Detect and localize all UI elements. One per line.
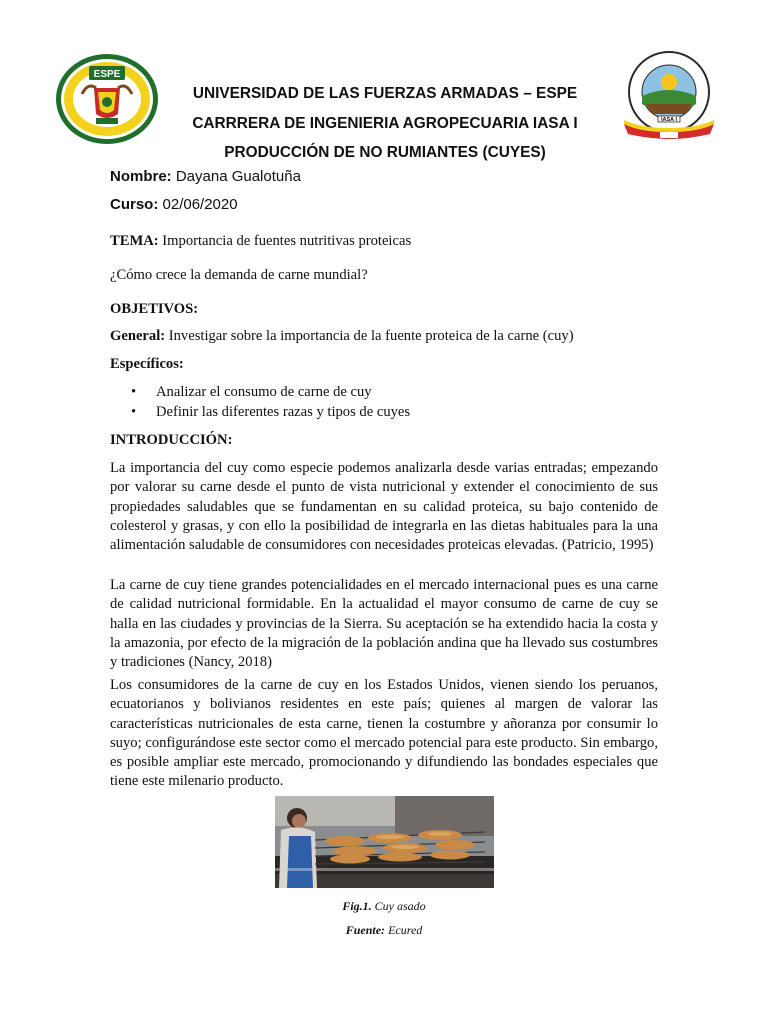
bullet-icon: • <box>131 384 137 400</box>
tema-value: Importancia de fuentes nutritivas proteicas <box>158 233 412 249</box>
objectives-heading: OBJETIVOS: <box>110 301 199 317</box>
list-item: • Definir las diferentes razas y tipos de cuyes <box>110 403 410 423</box>
document-header <box>160 82 610 171</box>
espe-logo-label: ESPE <box>93 69 121 80</box>
general-value: Investigar sobre la importancia de la fuente proteica de la carne (cuy) <box>165 328 574 344</box>
source-label: Fuente: <box>345 923 386 937</box>
roasted-cuy-photo <box>275 796 494 888</box>
intro-paragraph-2: La carne de cuy tiene grandes potencialidades en el mercado internacional pues es una carne de calidad nutricional formidable. En la actualidad el mayor consumo de carne de cuy se halla en las ciudades y provincias de la Sierra. Su aceptación se ha extendido hacia la costa y la amazonia, por efecto de la migración de la población andina que ha llevado sus costumbres y tradiciones (Nancy, 2018) <box>110 577 658 671</box>
introduction-heading: INTRODUCCIÓN: <box>110 432 233 448</box>
research-question: ¿Cómo crece la demanda de carne mundial? <box>110 267 368 283</box>
specific-objectives-list <box>110 383 410 422</box>
general-objective <box>110 327 658 346</box>
specific-objectives-heading: Específicos: <box>110 356 184 372</box>
university-title: UNIVERSIDAD DE LAS FUERZAS ARMADAS – ESPE <box>192 85 578 102</box>
course-value: 02/06/2020 <box>158 196 238 213</box>
source-value: Ecured <box>385 923 423 937</box>
iasa-logo <box>620 48 718 142</box>
espe-logo <box>54 52 160 146</box>
iasa-logo-label: IASA I <box>661 117 677 123</box>
course-subject-title: PRODUCCIÓN DE NO RUMIANTES (CUYES) <box>224 144 546 161</box>
tema-label: TEMA: <box>110 233 159 249</box>
bullet-icon: • <box>131 403 137 420</box>
name-label: Nombre: <box>110 168 172 185</box>
course-label: Curso: <box>110 196 159 213</box>
name-value: Dayana Gualotuña <box>171 168 301 185</box>
intro-paragraph-1: La importancia del cuy como especie podemos analizarla desde varias entradas; empezando por valorar su carne desde el punto de vista nutricional y extender el conocimiento de sus propiedades saludables que se fundamentan en su calidad proteica, su bajo contenido de colesterol y grasas, y con ello la posibilidad de integrarla en las dietas habituales para la una alimentación saludable de consumidores con necesidades proteicas elevadas. (Patricio, 1995) <box>110 460 658 554</box>
intro-paragraph-3: Los consumidores de la carne de cuy en los Estados Unidos, vienen siendo los peruanos, ecuatorianos y bolivianos residentes en este país; quienes al margen de valorar las características nutricionales de esta carne, tienen la costumbre y añoranza por consumir lo suyo; configurándose este sector como el mercado potencial para este producto. Sin embargo, es posible ampliar este mercado, promocionando y difundiendo las bondades especiales que tiene este milenario producto. <box>110 677 658 790</box>
figure-source <box>0 923 768 938</box>
figure-caption <box>0 899 768 914</box>
career-title: CARRRERA DE INGENIERIA AGROPECUARIA IASA I <box>192 114 578 132</box>
general-label: General: <box>110 328 166 344</box>
course-line <box>110 196 238 213</box>
list-item: • Analizar el consumo de carne de cuy <box>110 383 410 403</box>
tema-line <box>110 232 658 251</box>
figure-title: Cuy asado <box>371 899 426 913</box>
figure-label: Fig.1. <box>342 899 372 913</box>
student-name-line <box>110 168 301 185</box>
